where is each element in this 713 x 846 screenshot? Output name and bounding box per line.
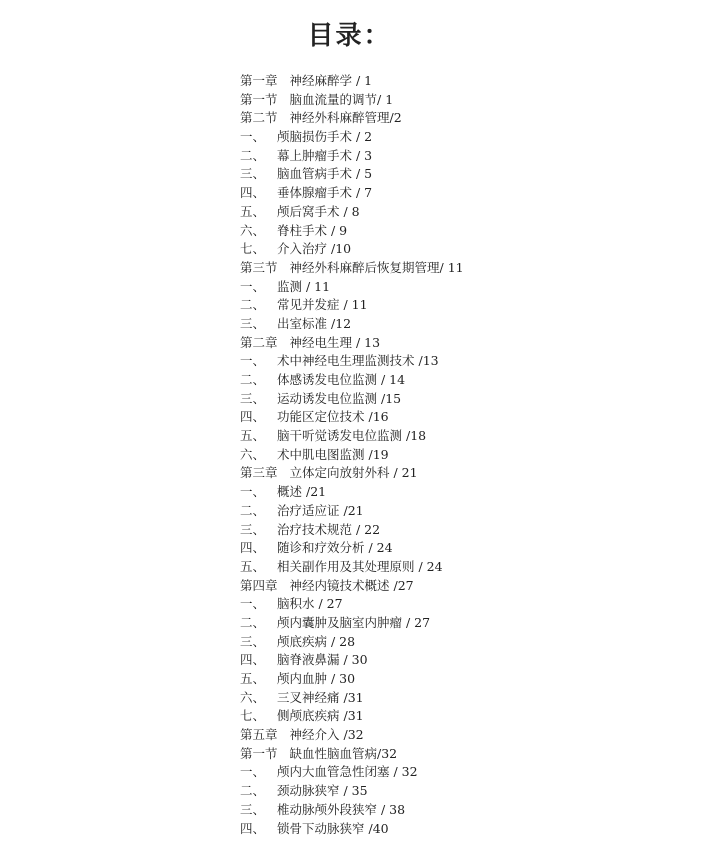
toc-entry-text: 神经外科麻醉管理/2 — [289, 110, 402, 126]
toc-entry-text: 治疗技术规范 / 22 — [277, 521, 381, 537]
toc-entry — [240, 558, 464, 577]
toc-entry — [240, 315, 464, 334]
toc-entry-text: 脑血管病手术 / 5 — [277, 166, 373, 182]
toc-entry-number: 二、 — [240, 502, 266, 518]
toc-entry — [240, 521, 464, 540]
toc-entry — [240, 782, 464, 801]
toc-entry — [240, 259, 464, 278]
toc-entry — [240, 707, 464, 726]
toc-entry-number: 三、 — [240, 390, 266, 406]
toc-entry — [240, 427, 464, 446]
toc-entry-number: 第五章 — [240, 727, 278, 743]
toc-entry-text: 幕上肿瘤手术 / 3 — [277, 147, 373, 163]
toc-entry-text: 颅内血肿 / 30 — [277, 671, 356, 686]
toc-entry-number: 四、 — [240, 409, 266, 425]
toc-entry-text: 颅底疾病 / 28 — [277, 633, 356, 649]
toc-entry — [240, 577, 464, 596]
toc-entry — [240, 128, 464, 147]
toc-entry — [240, 278, 464, 297]
toc-entry-text: 体感诱发电位监测 / 14 — [277, 372, 406, 387]
toc-entry-number: 二、 — [240, 297, 266, 313]
toc-entry-number: 五、 — [240, 428, 266, 444]
toc-entry — [240, 651, 464, 670]
toc-entry — [240, 763, 464, 782]
toc-entry-number: 一、 — [240, 278, 266, 294]
toc-entry-number: 第二节 — [240, 110, 278, 126]
toc-entry-text: 缺血性脑血管病/32 — [289, 745, 398, 761]
toc-entry-number: 四、 — [240, 820, 266, 836]
toc-entry-text: 锁骨下动脉狭窄 /40 — [277, 820, 389, 836]
toc-entry-text: 功能区定位技术 /16 — [277, 409, 389, 425]
toc-entry-text: 三叉神经痛 /31 — [277, 689, 364, 705]
toc-entry-number: 第四章 — [240, 577, 278, 593]
toc-entry — [240, 222, 464, 241]
toc-entry-number: 第一节 — [240, 745, 278, 761]
toc-entry-text: 颅后窝手术 / 8 — [277, 203, 360, 219]
toc-entry-number: 二、 — [240, 614, 266, 630]
toc-entry-text: 常见并发症 / 11 — [277, 297, 368, 313]
toc-entry-number: 一、 — [240, 596, 266, 612]
toc-entry — [240, 614, 464, 633]
toc-entry — [240, 240, 464, 259]
toc-entry-number: 五、 — [240, 558, 266, 574]
toc-entry-text: 脑积水 / 27 — [277, 596, 343, 612]
toc-entry-text: 随诊和疗效分析 / 24 — [277, 540, 393, 556]
toc-entry-text: 神经内镜技术概述 /27 — [289, 577, 414, 593]
toc-entry-text: 脑血流量的调节/ 1 — [289, 91, 394, 107]
toc-entry-text: 颅内囊肿及脑室内肿瘤 / 27 — [277, 614, 431, 630]
toc-entry — [240, 689, 464, 708]
toc-entry-number: 六、 — [240, 689, 266, 705]
toc-entry-text: 椎动脉颅外段狭窄 / 38 — [277, 801, 406, 817]
toc-entry — [240, 670, 464, 689]
toc-entry-number: 第三节 — [240, 259, 278, 275]
toc-entry — [240, 726, 464, 745]
toc-entry-text: 神经外科麻醉后恢复期管理/ 11 — [289, 259, 464, 275]
toc-entry-text: 神经麻醉学 / 1 — [289, 73, 373, 88]
toc-entry-number: 一、 — [240, 484, 266, 500]
toc-entry — [240, 595, 464, 614]
toc-entry-number: 五、 — [240, 671, 266, 686]
toc-entry — [240, 296, 464, 315]
page-title: 目录： — [307, 21, 392, 51]
toc-entry-number: 二、 — [240, 783, 266, 799]
toc-entry — [240, 801, 464, 820]
toc-entry — [240, 408, 464, 427]
toc-entry-text: 治疗适应证 /21 — [277, 502, 364, 518]
toc-entry-text: 监测 / 11 — [277, 278, 331, 294]
toc-entry-number: 三、 — [240, 801, 266, 817]
toc-entry-number: 二、 — [240, 147, 266, 163]
toc-entry-number: 三、 — [240, 166, 266, 182]
toc-entry — [240, 820, 464, 839]
toc-entry — [240, 502, 464, 521]
toc-entry — [240, 165, 464, 184]
toc-entry — [240, 483, 464, 502]
toc-entry-number: 四、 — [240, 652, 266, 668]
toc-entry-number: 三、 — [240, 315, 266, 331]
toc-entry — [240, 184, 464, 203]
toc-entry — [240, 109, 464, 128]
toc-entry — [240, 745, 464, 764]
toc-entry — [240, 633, 464, 652]
toc-entry-text: 神经介入 /32 — [289, 727, 364, 743]
toc-entry-text: 侧颅底疾病 /31 — [277, 708, 364, 724]
toc-entry-text: 运动诱发电位监测 /15 — [277, 390, 402, 406]
toc-entry-text: 出室标准 /12 — [277, 315, 352, 331]
toc-entry-number: 三、 — [240, 633, 266, 649]
toc-entry-text: 概述 /21 — [277, 484, 327, 500]
toc-entry-number: 第二章 — [240, 334, 278, 350]
toc-entry-number: 六、 — [240, 222, 266, 238]
toc-entry-number: 四、 — [240, 185, 266, 201]
toc-entry-number: 一、 — [240, 129, 266, 145]
toc-entry-text: 颅脑损伤手术 / 2 — [277, 129, 373, 145]
toc-entry-number: 六、 — [240, 446, 266, 462]
toc-entry — [240, 334, 464, 353]
toc-entry-number: 第一节 — [240, 91, 278, 107]
toc-entry-text: 立体定向放射外科 / 21 — [289, 465, 418, 481]
toc-entry — [240, 72, 464, 91]
toc-entry — [240, 464, 464, 483]
toc-entry-text: 术中神经电生理监测技术 /13 — [277, 353, 439, 369]
toc-entry-number: 第一章 — [240, 73, 278, 88]
toc-entry-number: 一、 — [240, 353, 266, 369]
toc-entry-text: 脑脊液鼻漏 / 30 — [277, 652, 368, 668]
toc-entry — [240, 147, 464, 166]
toc-entry-text: 相关副作用及其处理原则 / 24 — [277, 558, 443, 574]
toc-entry-text: 颈动脉狭窄 / 35 — [277, 783, 368, 799]
toc-entry-text: 脊柱手术 / 9 — [277, 222, 348, 238]
toc-entry-number: 第三章 — [240, 465, 278, 481]
toc-entry — [240, 203, 464, 222]
toc-entry-number: 五、 — [240, 203, 266, 219]
toc-entry-number: 三、 — [240, 521, 266, 537]
toc-entry-text: 脑干听觉诱发电位监测 /18 — [277, 428, 427, 444]
toc-entry — [240, 371, 464, 390]
toc-entry — [240, 352, 464, 371]
toc-entry — [240, 446, 464, 465]
toc-entry-number: 一、 — [240, 764, 266, 780]
table-of-contents — [240, 72, 464, 838]
toc-entry-number: 七、 — [240, 708, 266, 724]
toc-entry — [240, 390, 464, 409]
toc-entry-text: 垂体腺瘤手术 / 7 — [277, 185, 373, 201]
toc-entry — [240, 539, 464, 558]
toc-entry-text: 术中肌电图监测 /19 — [277, 446, 389, 462]
toc-entry-text: 颅内大血管急性闭塞 / 32 — [277, 764, 418, 780]
toc-entry-text: 神经电生理 / 13 — [289, 334, 381, 350]
toc-entry-number: 七、 — [240, 241, 266, 257]
toc-entry-text: 介入治疗 /10 — [277, 241, 352, 257]
toc-entry-number: 二、 — [240, 372, 266, 387]
toc-entry — [240, 91, 464, 110]
toc-entry-number: 四、 — [240, 540, 266, 556]
